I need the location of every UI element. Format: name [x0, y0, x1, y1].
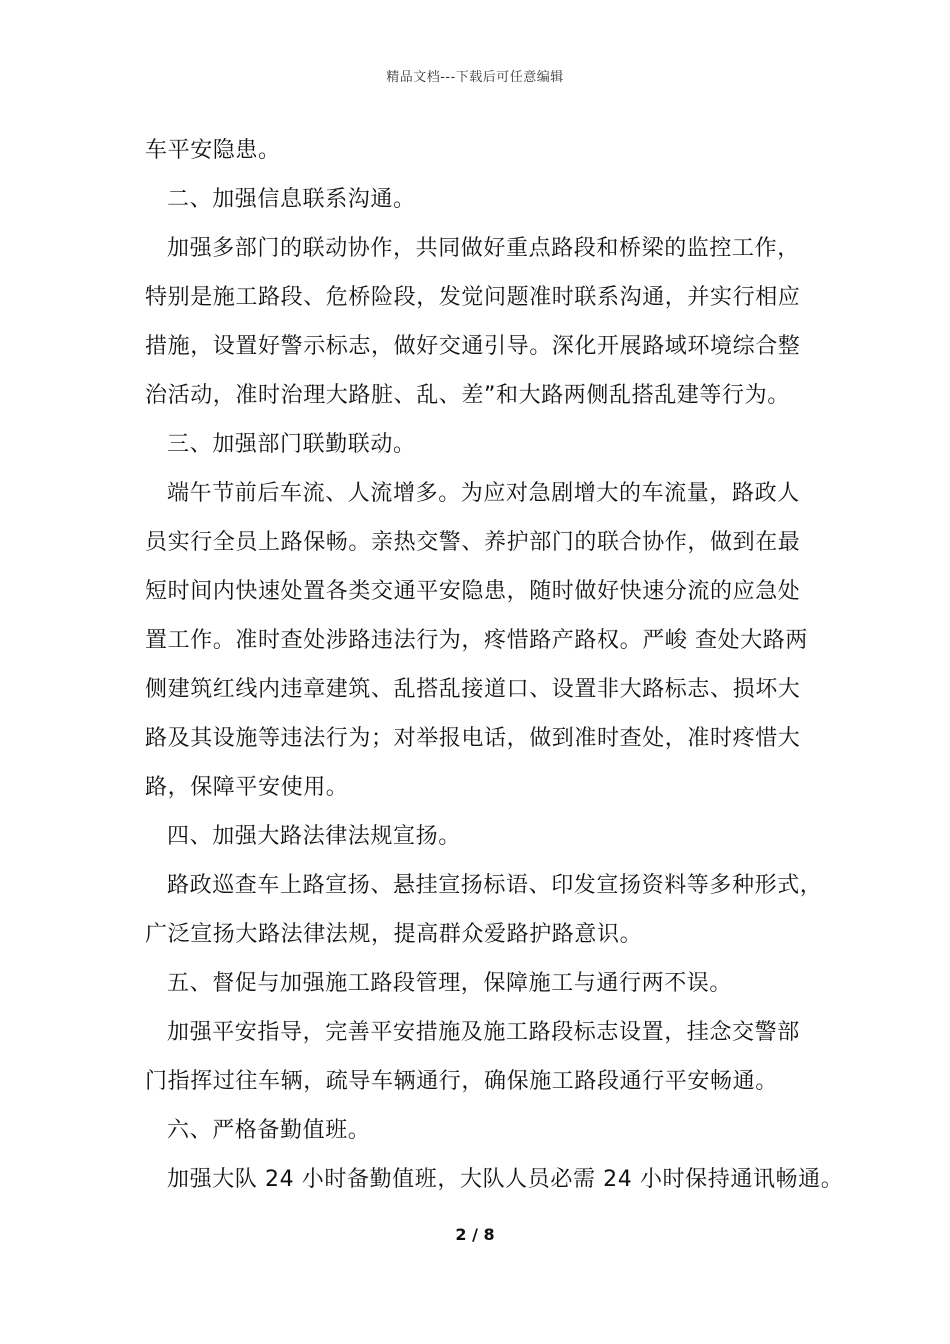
paragraph-line: 路，保障平安使用。 — [145, 775, 349, 800]
page-number: 2 / 8 — [455, 1225, 495, 1244]
paragraph-line: 治活动，准时治理大路脏、乱、差”和大路两侧乱搭乱建等行为。 — [145, 383, 790, 408]
text-line: 车平安隐患。 — [145, 138, 281, 163]
paragraph-line: 加强大队 24 小时备勤值班，大队人员必需 24 小时保持通讯畅通。 — [167, 1167, 844, 1192]
paragraph-line: 措施，设置好警示标志，做好交通引导。深化开展路域环境综合整 — [145, 334, 801, 359]
section-heading: 四、加强大路法律法规宣扬。 — [167, 824, 461, 849]
section-heading: 三、加强部门联勤联动。 — [167, 432, 416, 457]
paragraph-line: 加强平安指导，完善平安措施及施工路段标志设置，挂念交警部 — [167, 1020, 800, 1045]
paragraph-line: 侧建筑红线内违章建筑、乱搭乱接道口、设置非大路标志、损坏大 — [145, 677, 801, 702]
paragraph-line: 特别是施工路段、危桥险段，发觉问题准时联系沟通，并实行相应 — [145, 285, 801, 310]
section-heading: 五、督促与加强施工路段管理，保障施工与通行两不误。 — [167, 971, 733, 996]
paragraph-line: 路及其设施等违法行为；对举报电话，做到准时查处，准时疼惜大 — [145, 726, 801, 751]
section-heading: 六、严格备勤值班。 — [167, 1118, 371, 1143]
paragraph-line: 置工作。准时查处涉路违法行为，疼惜路产路权。严峻 查处大路两 — [145, 628, 808, 653]
paragraph-line: 路政巡查车上路宣扬、悬挂宣扬标语、印发宣扬资料等多种形式， — [167, 873, 823, 898]
paragraph-line: 端午节前后车流、人流增多。为应对急剧增大的车流量，路政人 — [167, 481, 800, 506]
paragraph-line: 广泛宣扬大路法律法规，提高群众爱路护路意识。 — [145, 922, 643, 947]
page-header: 精品文档---下载后可任意编辑 — [386, 70, 564, 85]
paragraph-line: 加强多部门的联动协作，共同做好重点路段和桥梁的监控工作， — [167, 236, 800, 261]
paragraph-line: 门指挥过往车辆，疏导车辆通行，确保施工路段通行平安畅通。 — [145, 1069, 778, 1094]
section-heading: 二、加强信息联系沟通。 — [167, 187, 416, 212]
document-body — [145, 126, 844, 1204]
paragraph-line: 员实行全员上路保畅。亲热交警、养护部门的联合协作，做到在最 — [145, 530, 801, 555]
paragraph-line: 短时间内快速处置各类交通平安隐患，随时做好快速分流的应急处 — [145, 579, 801, 604]
